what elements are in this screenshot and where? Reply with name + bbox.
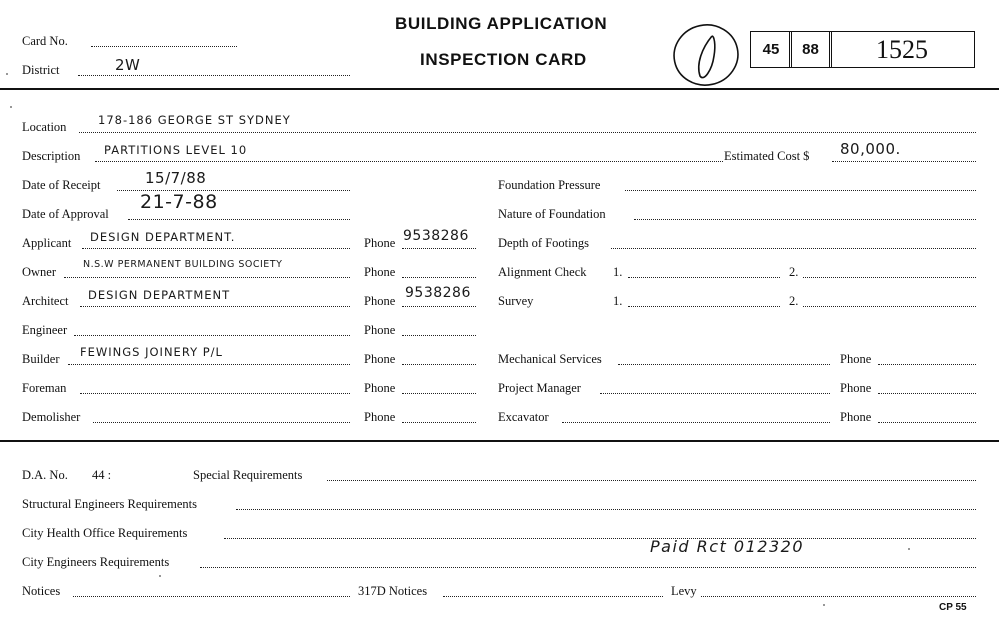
applicant-line (82, 248, 350, 249)
description-label: Description (22, 149, 81, 163)
excavator-phone-label: Phone (840, 410, 872, 424)
date-receipt-value: 15/7/88 (145, 169, 207, 187)
demolisher-phone-line (402, 422, 476, 423)
number-box-1: 45 (750, 31, 792, 68)
health-line (224, 538, 976, 539)
notices-label: Notices (22, 584, 61, 598)
city-engineers-line (200, 567, 976, 568)
city-engineers-label: City Engineers Requirements (22, 555, 170, 569)
description-value: PARTITIONS LEVEL 10 (104, 143, 248, 157)
architect-line (80, 306, 350, 307)
levy-label: Levy (671, 584, 697, 598)
description-line (95, 161, 723, 162)
foundation-pressure-label: Foundation Pressure (498, 178, 601, 192)
builder-value: FEWINGS JOINERY P/L (80, 345, 223, 359)
demolisher-line (93, 422, 350, 423)
city-engineers-value: Paid Rct 012320 (650, 537, 804, 556)
owner-value: N.S.W PERMANENT BUILDING SOCIETY (83, 259, 283, 270)
section-rule (0, 440, 999, 442)
card-no-label: Card No. (22, 34, 68, 48)
location-line (79, 132, 976, 133)
applicant-label: Applicant (22, 236, 72, 250)
location-value: 178-186 GEORGE ST SYDNEY (98, 113, 291, 127)
structural-label: Structural Engineers Requirements (22, 497, 197, 511)
alignment-num2: 2. (789, 265, 799, 279)
engineer-label: Engineer (22, 323, 68, 337)
estimated-cost-value: 80,000. (840, 140, 901, 158)
architect-label: Architect (22, 294, 69, 308)
estimated-cost-line (832, 161, 976, 162)
builder-phone-label: Phone (364, 352, 396, 366)
circled-mark-icon (668, 18, 748, 90)
builder-label: Builder (22, 352, 60, 366)
project-manager-line (600, 393, 830, 394)
location-label: Location (22, 120, 67, 134)
district-label: District (22, 63, 60, 77)
engineer-phone-line (402, 335, 476, 336)
excavator-phone-line (878, 422, 976, 423)
district-line (78, 75, 350, 76)
engineer-line (74, 335, 350, 336)
date-approval-line (128, 219, 350, 220)
number-box-3: 1525 (829, 31, 975, 68)
scan-speck (159, 575, 161, 577)
applicant-phone-line (402, 248, 476, 249)
mechanical-line (618, 364, 830, 365)
mechanical-label: Mechanical Services (498, 352, 602, 366)
scan-speck (823, 604, 825, 606)
form-code: CP 55 (939, 602, 967, 613)
engineer-phone-label: Phone (364, 323, 396, 337)
nature-foundation-line (634, 219, 976, 220)
scan-speck (10, 106, 12, 108)
foreman-label: Foreman (22, 381, 67, 395)
da-no-value: 44 : (92, 468, 112, 482)
survey-num1: 1. (613, 294, 623, 308)
survey-num2: 2. (789, 294, 799, 308)
builder-phone-line (402, 364, 476, 365)
date-approval-label: Date of Approval (22, 207, 109, 221)
applicant-phone-value: 9538286 (403, 228, 469, 244)
title-line2: INSPECTION CARD (420, 50, 587, 69)
notices-line (73, 596, 350, 597)
architect-phone-label: Phone (364, 294, 396, 308)
foreman-phone-line (402, 393, 476, 394)
notices-317d-label: 317D Notices (358, 584, 428, 598)
scan-speck (908, 548, 910, 550)
architect-phone-value: 9538286 (405, 285, 471, 301)
health-label: City Health Office Requirements (22, 526, 188, 540)
owner-phone-line (402, 277, 476, 278)
owner-phone-label: Phone (364, 265, 396, 279)
special-requirements-line (327, 480, 976, 481)
da-no-label: D.A. No. (22, 468, 68, 482)
architect-phone-line (402, 306, 476, 307)
survey-label: Survey (498, 294, 534, 308)
levy-line (701, 596, 976, 597)
applicant-value: DESIGN DEPARTMENT. (90, 230, 236, 244)
header-rule (0, 88, 999, 90)
foundation-pressure-line (625, 190, 976, 191)
project-manager-phone-label: Phone (840, 381, 872, 395)
mechanical-phone-label: Phone (840, 352, 872, 366)
depth-footings-label: Depth of Footings (498, 236, 589, 250)
excavator-line (562, 422, 830, 423)
special-requirements-label: Special Requirements (193, 468, 303, 482)
district-value: 2W (115, 56, 141, 74)
title-line1: BUILDING APPLICATION (395, 14, 608, 33)
excavator-label: Excavator (498, 410, 549, 424)
project-manager-phone-line (878, 393, 976, 394)
survey-line-1 (628, 306, 780, 307)
notices-317d-line (443, 596, 663, 597)
number-box-2: 88 (789, 31, 832, 68)
mechanical-phone-line (878, 364, 976, 365)
applicant-phone-label: Phone (364, 236, 396, 250)
foreman-line (80, 393, 350, 394)
date-receipt-label: Date of Receipt (22, 178, 101, 192)
owner-label: Owner (22, 265, 57, 279)
structural-line (236, 509, 976, 510)
foreman-phone-label: Phone (364, 381, 396, 395)
architect-value: DESIGN DEPARTMENT (88, 288, 231, 302)
nature-foundation-label: Nature of Foundation (498, 207, 606, 221)
survey-line-2 (803, 306, 976, 307)
demolisher-phone-label: Phone (364, 410, 396, 424)
alignment-line-1 (628, 277, 780, 278)
estimated-cost-label: Estimated Cost $ (724, 149, 810, 163)
alignment-line-2 (803, 277, 976, 278)
date-approval-value: 21-7-88 (140, 191, 218, 213)
owner-line (64, 277, 350, 278)
depth-footings-line (611, 248, 976, 249)
project-manager-label: Project Manager (498, 381, 581, 395)
scan-speck (6, 73, 8, 75)
alignment-check-label: Alignment Check (498, 265, 587, 279)
builder-line (68, 364, 350, 365)
demolisher-label: Demolisher (22, 410, 81, 424)
alignment-num1: 1. (613, 265, 623, 279)
card-no-line (91, 46, 237, 47)
